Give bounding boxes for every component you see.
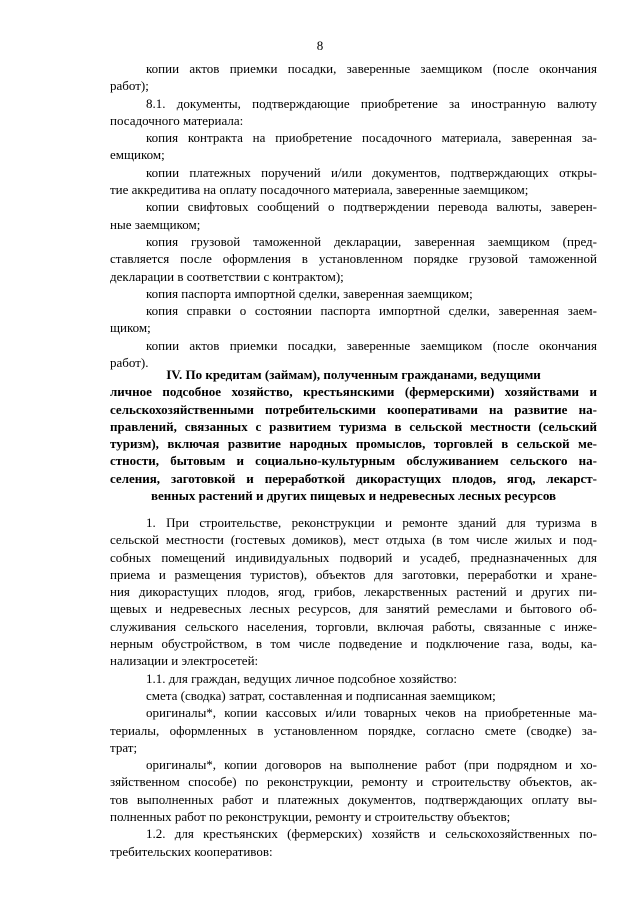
text-line: оригиналы*, копии кассовых и/или товарных чеков на приобретенные ма- [146,705,597,721]
text-line: работ); [110,78,149,94]
text-line: 1.1. для граждан, ведущих личное подсобное хозяйство: [146,670,458,686]
text-line: копии платежных поручений и/или документов, подтверждающих откры- [146,164,597,180]
text-line: ставляется после оформления в установленном порядке грузовой таможенной [110,251,597,267]
heading-line: стности, бытовым и социально-культурным обслуживанием сельского на- [110,453,597,469]
text-line: собных помещений индивидуальных подворий и усадеб, предназначенных для [110,549,597,565]
text-line: копии актов приемки посадки, заверенные заемщиком (после окончания [146,337,597,353]
text-line: копия контракта на приобретение посадочного материала, заверенная за- [146,130,597,146]
text-line: работ). [110,355,149,371]
text-line: трат; [110,739,138,755]
text-line: копия справки о состоянии паспорта импортной сделки, заверенная заем- [146,303,597,319]
text-line: нерным обустройством, в том числе подведение и подключение газа, воды, ка- [110,636,597,652]
heading-line: правлений, связанных с развитием туризма в сельской местности (сельский [110,418,597,434]
text-line: нализации и электросетей: [110,653,259,669]
heading-line: туризм), включая развитие народных промыслов, торговлей в сельской ме- [110,436,597,452]
text-line: 8.1. документы, подтверждающие приобретение за иностранную валюту [146,95,597,111]
text-line: требительских кооперативов: [110,843,273,859]
text-line: тов выполненных работ и платежных документов, подтверждающих оплату вы- [110,791,597,807]
page-number: 8 [316,38,324,53]
document-section-tourism [110,514,597,860]
text-line: приема и размещения туристов), объектов для заготовки, переработки и хране- [110,566,597,582]
text-line: смета (сводка) затрат, составленная и подписанная заемщиком; [146,687,496,703]
section-heading-iv [110,366,597,504]
text-line: служивания сельского населения, торговли, включая работы, связанные с инже- [110,618,597,634]
text-line: емщиком; [110,147,165,163]
heading-line: личное подсобное хозяйство, крестьянскими (фермерскими) хозяйствами и [110,384,597,400]
text-line: копии актов приемки посадки, заверенные заемщиком (после окончания [146,61,597,76]
heading-line: венных растений и других пищевых и недревесных лесных ресурсов [150,488,557,504]
text-line: полненных работ по реконструкции, ремонту и строительству объектов; [110,809,511,825]
text-line: щевых и недревесных лесных ресурсов, для занятий ремеслами и бытового об- [110,601,597,617]
text-line: зяйственном способе) по реконструкции, ремонту и строительству объектов, ак- [110,774,597,790]
text-line: щиком; [110,320,151,336]
text-line: ния дикорастущих плодов, ягод, грибов, лекарственных растений и других пи- [110,584,597,600]
document-section-materials [110,60,597,371]
heading-line: IV. По кредитам (займам), полученным гражданами, ведущими [166,367,541,382]
text-line: копии свифтовых сообщений о подтверждении перевода валюты, заверен- [146,199,597,215]
text-line: сельской местности (гостевых домиков), мест отдыха (в том числе жилых и под- [110,532,597,548]
text-line: декларации в соответствии с контрактом); [110,268,344,284]
text-line: оригиналы*, копии договоров на выполнение работ (при подрядном и хо- [146,757,597,773]
text-line: 1. При строительстве, реконструкции и ремонте зданий для туризма в [146,515,597,530]
text-line: тие аккредитива на оплату посадочного материала, заверенные заемщиком; [110,182,529,198]
text-line: посадочного материала: [110,112,244,128]
text-line: 1.2. для крестьянских (фермерских) хозяйств и сельскохозяйственных по- [146,826,597,842]
heading-line: селения, заготовкой и переработкой дикорастущих плодов, ягод, лекарст- [110,470,597,486]
text-line: териалы, оформленных в установленном порядке, согласно смете (сводке) за- [110,722,597,738]
text-line: ные заемщиком; [110,216,201,232]
text-line: копия грузовой таможенной декларации, заверенная заемщиком (пред- [146,233,597,249]
heading-line: сельскохозяйственными потребительскими кооперативами на развитие на- [110,401,597,417]
text-line: копия паспорта импортной сделки, заверенная заемщиком; [146,285,473,301]
